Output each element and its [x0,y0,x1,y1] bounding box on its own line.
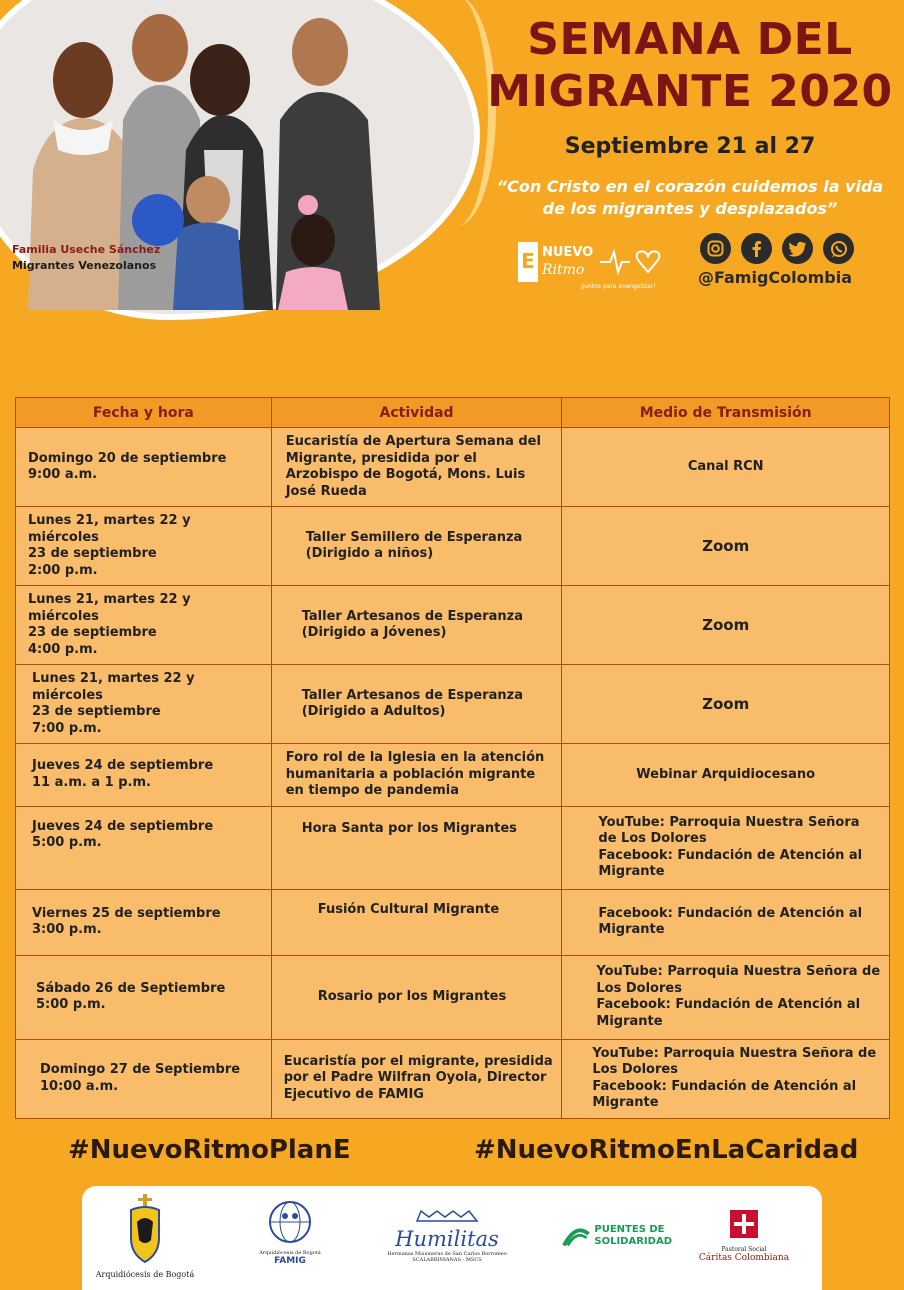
row-date: Jueves 24 de septiembre 5:00 p.m. [16,806,272,889]
motto-line-1: “Con Cristo en el corazón cuidemos la vida [496,177,884,196]
row-activity: Taller Semillero de Esperanza (Dirigido a niños) [271,507,562,586]
instagram-icon[interactable] [700,233,731,264]
row-activity: Rosario por los Migrantes [271,955,562,1039]
table-row [16,586,890,665]
schedule-table [15,397,890,1119]
row-media: YouTube: Parroquia Nuestra Señora de Los Dolores Facebook: Fundación de Atención al Migrante [562,955,890,1039]
row-media: Zoom [562,507,890,586]
famig-logo [250,1198,330,1266]
table-row [16,744,890,807]
table-row [16,806,890,889]
hashtag-caridad[interactable]: #NuevoRitmoEnLaCaridad [474,1135,859,1165]
caritas-cross-icon [726,1208,762,1242]
title-line-1: SEMANA DEL [527,14,853,65]
event-dates: Septiembre 21 al 27 [564,134,816,159]
table-row [16,507,890,586]
svg-text:E: E [521,249,535,273]
event-motto [480,176,900,220]
sponsor-logos [82,1186,822,1290]
twitter-icon[interactable] [782,233,813,264]
social-handle[interactable]: @FamigColombia [698,268,853,287]
humilitas-name: Humilitas [395,1227,499,1251]
bridge-icon [562,1224,590,1248]
row-activity: Hora Santa por los Migrantes [271,806,562,889]
row-date: Sábado 26 de Septiembre 5:00 p.m. [16,955,272,1039]
row-activity: Taller Artesanos de Esperanza (Dirigido a Jóvenes) [271,586,562,665]
arquidiocesis-logo [90,1194,200,1279]
caritas-line-2: Cáritas Colombiana [698,1253,790,1263]
row-date: Domingo 27 de Septiembre 10:00 a.m. [16,1039,272,1118]
row-media: YouTube: Parroquia Nuestra Señora de Los Dolores Facebook: Fundación de Atención al Migrante [562,1039,890,1118]
row-date: Lunes 21, martes 22 y miércoles 23 de septiembre 4:00 p.m. [16,586,272,665]
whatsapp-icon[interactable] [823,233,854,264]
puentes-logo [562,1224,672,1248]
page-title [480,14,900,118]
crown-icon [407,1209,487,1223]
header-date: Fecha y hora [16,398,272,428]
hashtag-plan-e[interactable]: #NuevoRitmoPlanE [68,1135,351,1165]
row-date: Lunes 21, martes 22 y miércoles 23 de septiembre 2:00 p.m. [16,507,272,586]
row-activity: Foro rol de la Iglesia en la atención humanitaria a población migrante en tiempo de pandemia [271,744,562,807]
caritas-line-1: Pastoral Social [721,1246,767,1253]
row-activity: Taller Artesanos de Esperanza (Dirigido a Adultos) [271,665,562,744]
globe-family-icon [265,1198,315,1246]
arquidiocesis-name: Arquidiócesis de Bogotá [95,1270,195,1279]
header-activity: Actividad [271,398,562,428]
social-icons [700,233,854,264]
table-header-row [16,398,890,428]
header-media: Medio de Transmisión [562,398,890,428]
title-line-2: MIGRANTE 2020 [487,66,893,117]
row-media: YouTube: Parroquia Nuestra Señora de Los Dolores Facebook: Fundación de Atención al Migrante [562,806,890,889]
table-row [16,889,890,955]
table-row [16,428,890,507]
logo-tagline: ¡Juntos para evangelizar! [580,283,656,290]
motto-line-2: de los migrantes y desplazados” [542,199,838,218]
row-media: Webinar Arquidiocesano [562,744,890,807]
puentes-line-1: PUENTES DE [594,1224,665,1235]
logo-word-2: Ritmo [542,262,585,278]
table-row [16,955,890,1039]
coat-of-arms-icon [125,1194,165,1266]
row-date: Viernes 25 de septiembre 3:00 p.m. [16,889,272,955]
humilitas-logo [382,1208,512,1263]
table-row [16,665,890,744]
humilitas-subtitle: Hermanas Misioneras de San Carlos Borromeo SCALABRINIANAS - MSCS [387,1251,507,1263]
famig-name: FAMIG [274,1256,306,1266]
table-row [16,1039,890,1118]
photo-caption-family: Familia Useche Sánchez [12,243,161,256]
logo-word-1: NUEVO [542,245,594,260]
row-media: Zoom [562,665,890,744]
puentes-line-2: SOLIDARIDAD [594,1236,672,1247]
caritas-logo [694,1208,794,1263]
row-activity: Eucaristía por el migrante, presidida por el Padre Wilfran Oyola, Director Ejecutivo de FAMIG [271,1039,562,1118]
row-date: Lunes 21, martes 22 y miércoles 23 de septiembre 7:00 p.m. [16,665,272,744]
row-media: Facebook: Fundación de Atención al Migrante [562,889,890,955]
row-activity: Eucaristía de Apertura Semana del Migrante, presidida por el Arzobispo de Bogotá, Mons. Luis José Rueda [271,428,562,507]
row-date: Jueves 24 de septiembre 11 a.m. a 1 p.m. [16,744,272,807]
row-date: Domingo 20 de septiembre 9:00 a.m. [16,428,272,507]
famig-subtitle: Arquidiócesis de Bogotá [259,1250,321,1256]
facebook-icon[interactable] [741,233,772,264]
photo-caption-origin: Migrantes Venezolanos [12,259,157,272]
row-media: Zoom [562,586,890,665]
nuevo-ritmo-logo [518,238,668,290]
row-media: Canal RCN [562,428,890,507]
row-activity: Fusión Cultural Migrante [271,889,562,955]
